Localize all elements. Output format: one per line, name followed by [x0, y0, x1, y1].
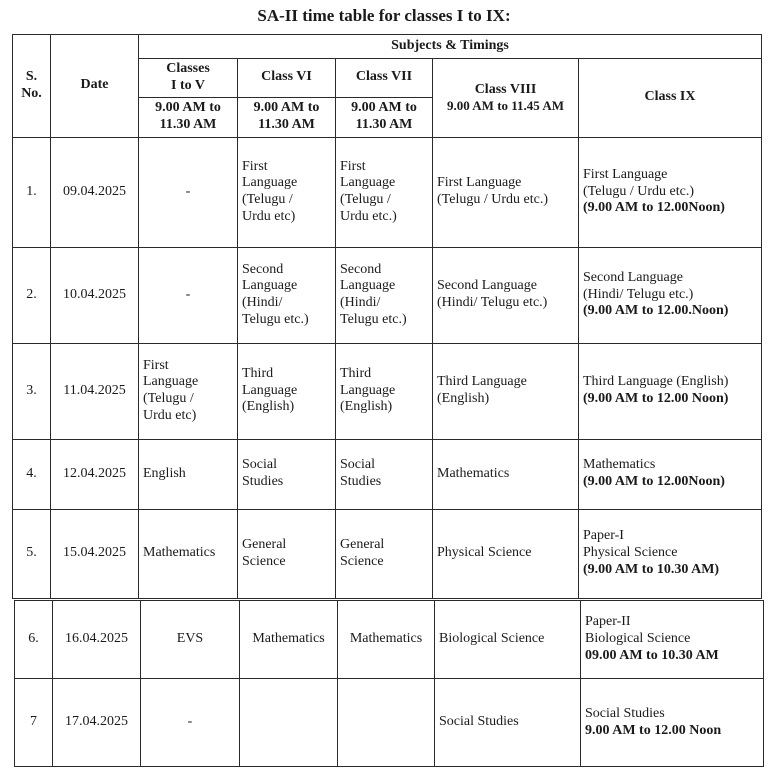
exam-timing: (9.00 AM to 12.00.Noon): [583, 303, 729, 319]
cell-line: Social Studies: [585, 705, 665, 721]
cell-line: (Telugu / Urdu etc.): [583, 183, 694, 199]
exam-timing: (9.00 AM to 12.00Noon): [583, 200, 725, 216]
cell-line: Social: [340, 457, 375, 473]
cell-class-vi: [238, 439, 336, 509]
cell-line: Language: [143, 374, 199, 390]
cell-line: Social: [242, 457, 277, 473]
cell-line: First: [242, 158, 268, 174]
cell-line: First Language: [437, 175, 522, 191]
header-timing-vi: 9.00 AM to 11.30 AM: [238, 97, 336, 137]
cell-line: Physical Science: [437, 545, 532, 561]
cell-line: Language: [340, 278, 396, 294]
cell-line: (Hindi/: [340, 295, 381, 311]
cell-line: First: [340, 158, 366, 174]
cell-class-vii: [336, 137, 433, 247]
cell-sno: 1.: [13, 137, 51, 247]
cell-line: Science: [340, 553, 384, 569]
cell-line: Urdu etc): [143, 407, 197, 423]
cell-class-vi: [238, 137, 336, 247]
cell-line: Second: [340, 261, 382, 277]
exam-timing: (9.00 AM to 12.00Noon): [583, 474, 725, 490]
cell-class-viii: [435, 601, 581, 679]
header-sno: S. No.: [13, 35, 51, 138]
cell-line: Third: [242, 365, 274, 381]
cell-line: Urdu etc): [242, 208, 296, 224]
cell-line: Language: [242, 382, 298, 398]
cell-sno: 3.: [13, 343, 51, 439]
cell-class-vii: [336, 343, 433, 439]
cell-class-vii: [336, 509, 433, 598]
header-timing-vii: 9.00 AM to 11.30 AM: [336, 97, 433, 137]
cell-line: Mathematics: [583, 457, 656, 473]
header-date: Date: [51, 35, 139, 138]
cell-class-ix: [579, 439, 762, 509]
cell-line: Studies: [242, 474, 284, 490]
cell-class-ix: [579, 343, 762, 439]
cell-sno: 4.: [13, 439, 51, 509]
cell-line: Mathematics: [252, 631, 325, 647]
cell-sno: 6.: [15, 601, 53, 679]
cell-line: Paper-II: [585, 614, 631, 630]
cell-class-viii: [433, 509, 579, 598]
cell-class-ix: [581, 601, 764, 679]
cell-line: (Telugu /: [242, 192, 293, 208]
cell-class-vii: [336, 439, 433, 509]
table-row: [13, 137, 762, 247]
table-row: [13, 439, 762, 509]
cell-class-viii: [435, 679, 581, 767]
cell-date: 12.04.2025: [51, 439, 139, 509]
cell-line: (Hindi/: [242, 295, 283, 311]
cell-line: English: [143, 465, 186, 481]
cell-class-vii: [336, 247, 433, 343]
table-row: [13, 509, 762, 598]
cell-classes-i-v: [139, 137, 238, 247]
cell-line: Language: [242, 175, 298, 191]
header-class-viii: Class VIII 9.00 AM to 11.45 AM: [433, 59, 579, 138]
cell-date: 10.04.2025: [51, 247, 139, 343]
cell-line: -: [187, 714, 193, 730]
cell-sno: 5.: [13, 509, 51, 598]
table-row: [13, 343, 762, 439]
exam-timing: 9.00 AM to 12.00 Noon: [585, 722, 722, 738]
cell-line: Physical Science: [583, 545, 678, 561]
cell-line: Science: [242, 553, 286, 569]
table-row: [13, 247, 762, 343]
cell-line: (English): [340, 399, 393, 415]
cell-line: (Telugu /: [143, 391, 194, 407]
cell-line: First Language: [583, 166, 668, 182]
cell-class-ix: [579, 137, 762, 247]
timetable-upper: [12, 34, 762, 599]
cell-class-vii: [338, 601, 435, 679]
cell-line: Language: [242, 278, 298, 294]
cell-class-ix: [579, 247, 762, 343]
cell-class-ix: [579, 509, 762, 598]
cell-line: Telugu etc.): [242, 311, 309, 327]
table-row: [15, 679, 764, 767]
cell-class-vi: [238, 509, 336, 598]
cell-line: General: [242, 536, 287, 552]
cell-class-vi: [238, 343, 336, 439]
cell-class-vi: [238, 247, 336, 343]
cell-line: -: [185, 183, 191, 199]
cell-line: EVS: [176, 631, 204, 647]
cell-line: (Telugu /: [340, 192, 391, 208]
header-class-vi: Class VI: [238, 59, 336, 98]
cell-line: (Hindi/ Telugu etc.): [437, 295, 548, 311]
header-timing-i-v: 9.00 AM to 11.30 AM: [139, 97, 238, 137]
cell-class-viii: [433, 439, 579, 509]
exam-timing: (9.00 AM to 12.00 Noon): [583, 391, 729, 407]
cell-line: Paper-I: [583, 528, 624, 544]
cell-date: 16.04.2025: [53, 601, 141, 679]
cell-sno: 2.: [13, 247, 51, 343]
cell-line: Studies: [340, 474, 382, 490]
cell-class-viii: [433, 137, 579, 247]
cell-line: (Hindi/ Telugu etc.): [583, 286, 694, 302]
cell-line: Second: [242, 261, 284, 277]
cell-classes-i-v: [141, 601, 240, 679]
cell-line: Third Language: [437, 374, 527, 390]
cell-line: General: [340, 536, 385, 552]
cell-classes-i-v: [139, 247, 238, 343]
header-class-ix: Class IX: [579, 59, 762, 138]
cell-class-ix: [581, 679, 764, 767]
exam-timing: (9.00 AM to 10.30 AM): [583, 561, 720, 577]
cell-line: Biological Science: [439, 631, 545, 647]
cell-date: 15.04.2025: [51, 509, 139, 598]
cell-date: 09.04.2025: [51, 137, 139, 247]
cell-line: (English): [437, 391, 490, 407]
header-class-vii: Class VII: [336, 59, 433, 98]
cell-line: Urdu etc.): [340, 208, 397, 224]
cell-line: Third Language (English): [583, 374, 729, 390]
cell-line: Mathematics: [143, 545, 216, 561]
cell-line: -: [185, 286, 191, 302]
cell-classes-i-v: [139, 343, 238, 439]
cell-line: Mathematics: [349, 631, 423, 647]
cell-sno: 7: [15, 679, 53, 767]
cell-class-viii: [433, 343, 579, 439]
cell-class-vi: [240, 601, 338, 679]
exam-timing: 09.00 AM to 10.30 AM: [585, 647, 719, 663]
cell-line: Second Language: [437, 278, 537, 294]
cell-line: First: [143, 357, 169, 373]
cell-class-vi: [240, 679, 338, 767]
cell-line: Third: [340, 365, 372, 381]
cell-line: Language: [340, 175, 396, 191]
timetable-lower: [14, 600, 764, 767]
cell-line: (English): [242, 399, 295, 415]
cell-line: Social Studies: [439, 714, 519, 730]
cell-line: Biological Science: [585, 631, 691, 647]
page-title: SA-II time table for classes I to IX:: [257, 6, 511, 25]
table-row: [15, 601, 764, 679]
cell-line: Telugu etc.): [340, 311, 407, 327]
header-class-i-v: Classes I to V: [139, 59, 238, 98]
cell-line: (Telugu / Urdu etc.): [437, 192, 548, 208]
cell-date: 11.04.2025: [51, 343, 139, 439]
cell-line: Mathematics: [437, 465, 510, 481]
cell-class-vii: [338, 679, 435, 767]
cell-date: 17.04.2025: [53, 679, 141, 767]
cell-classes-i-v: [139, 509, 238, 598]
header-subjects-timings: Subjects & Timings: [139, 35, 762, 59]
cell-line: Second Language: [583, 269, 683, 285]
cell-classes-i-v: [141, 679, 240, 767]
cell-class-viii: [433, 247, 579, 343]
cell-classes-i-v: [139, 439, 238, 509]
cell-line: Language: [340, 382, 396, 398]
